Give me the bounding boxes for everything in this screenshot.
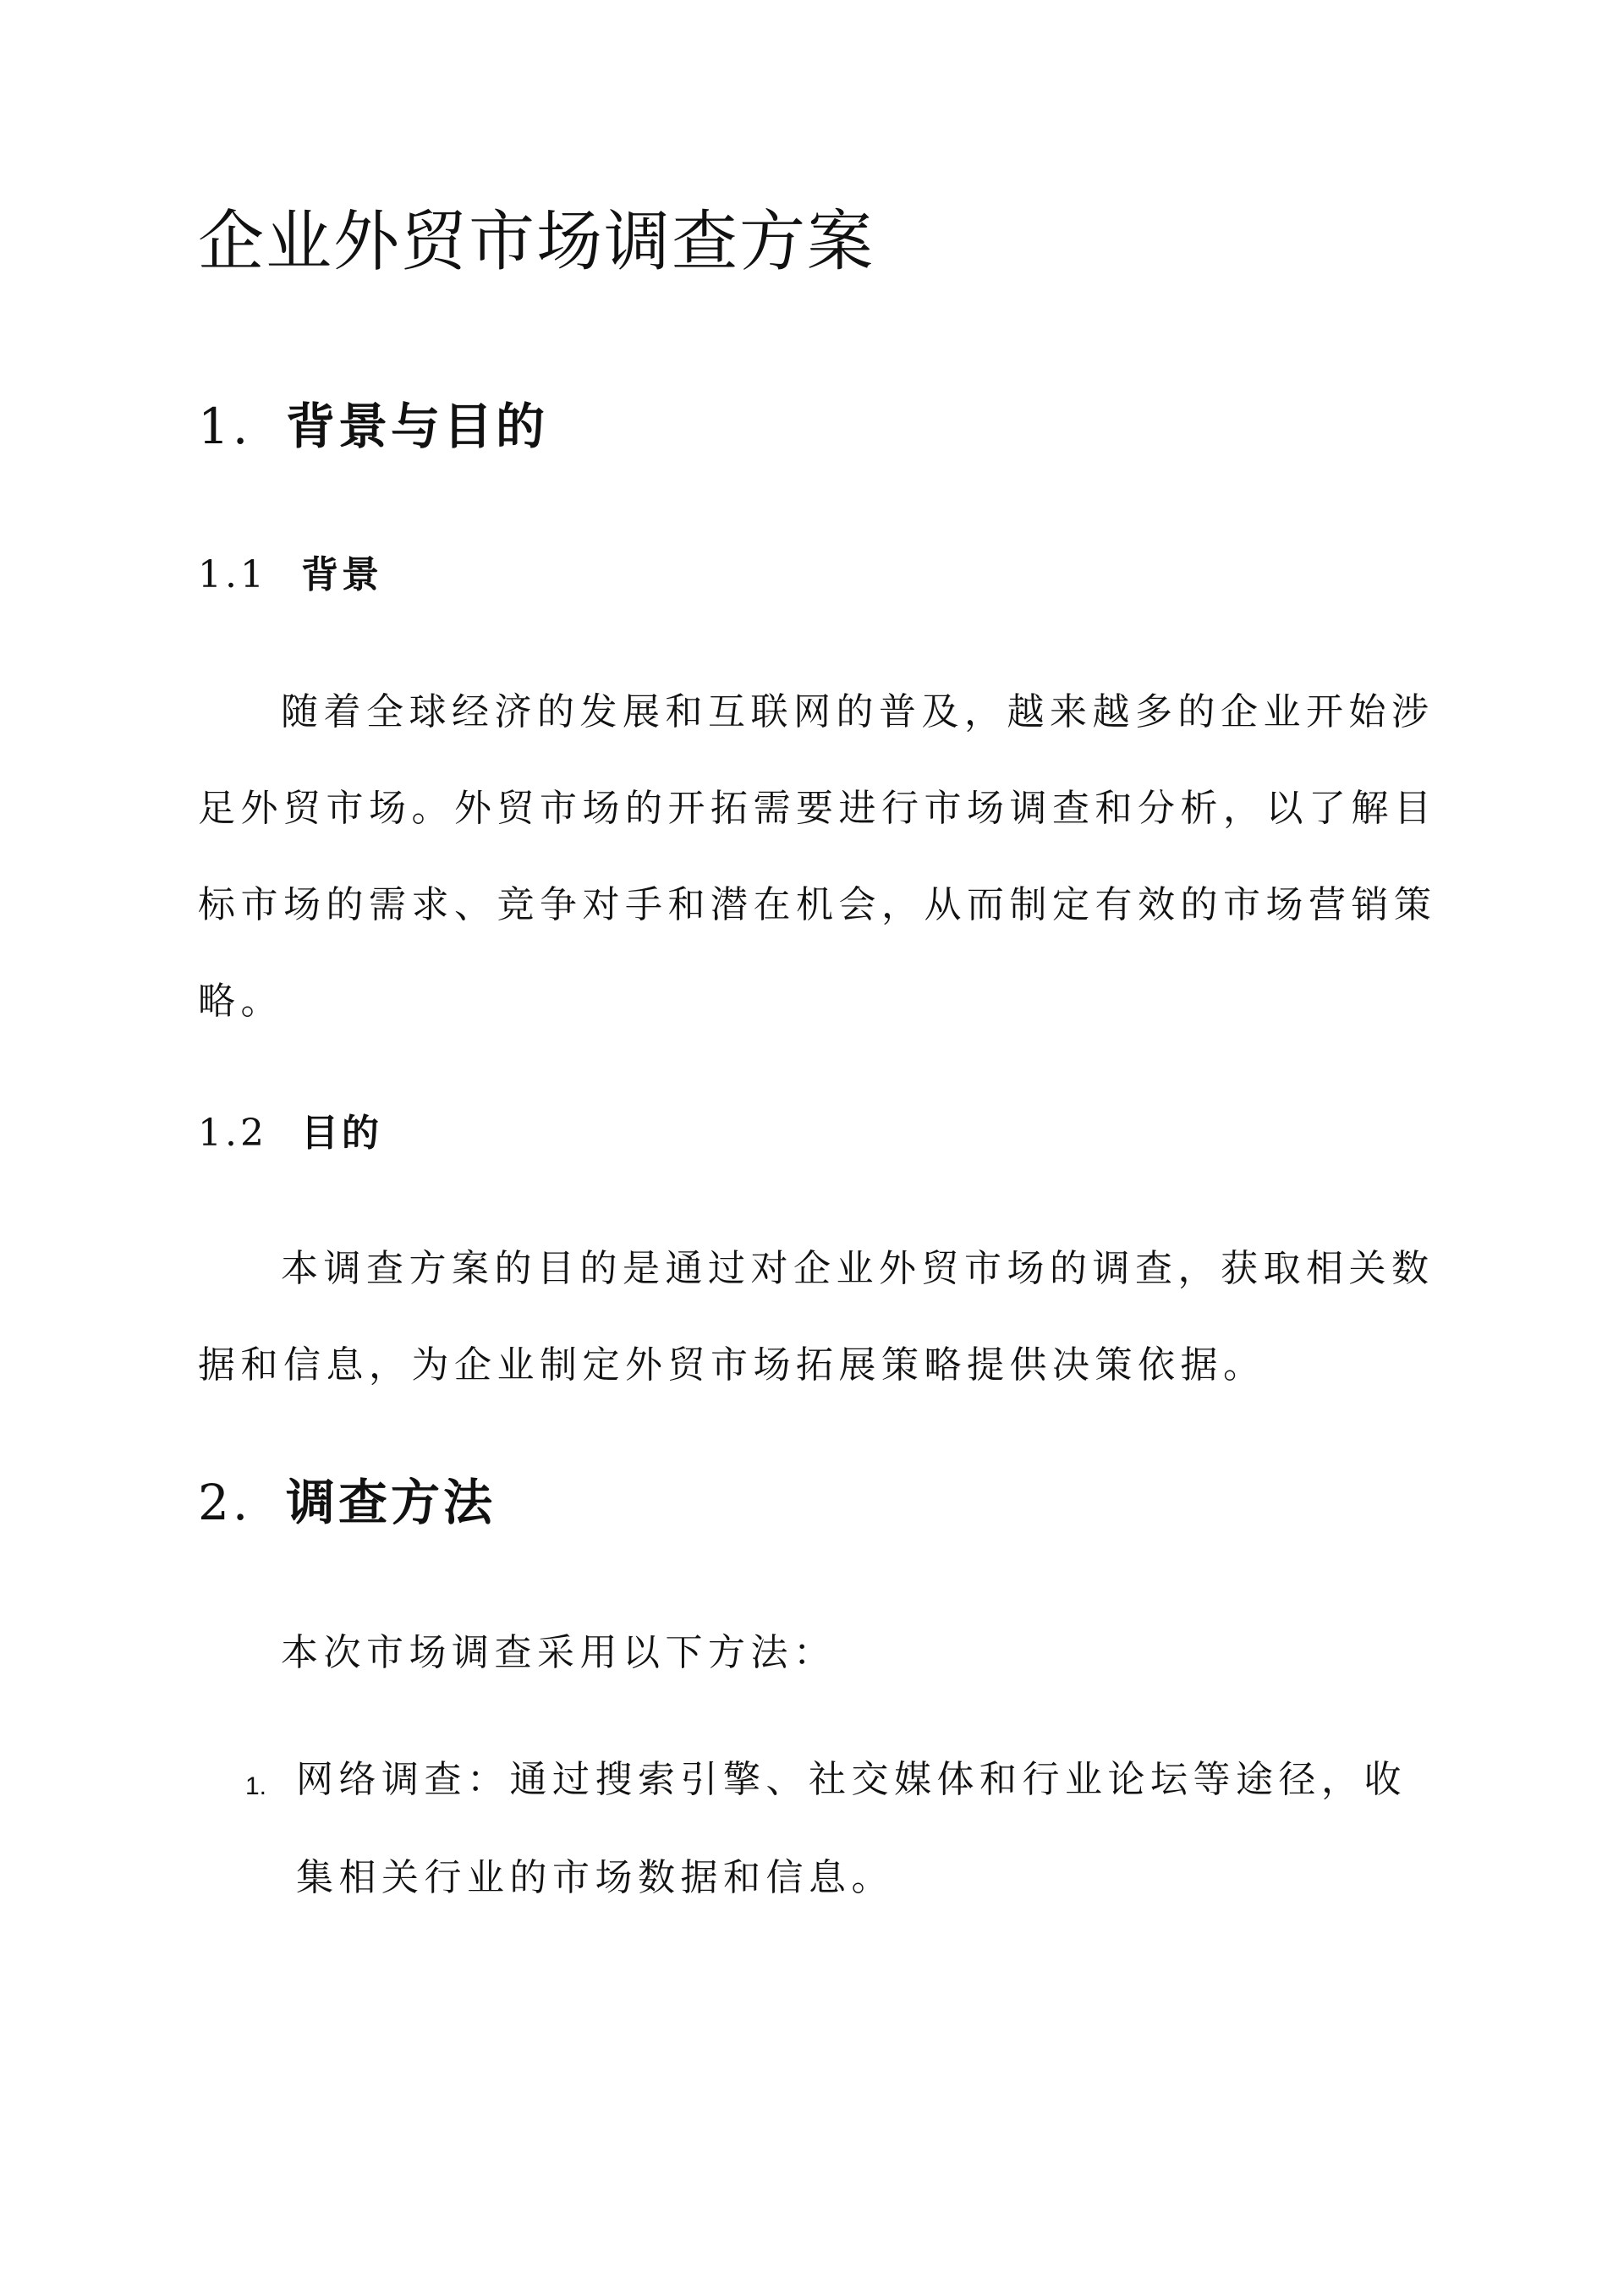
subsection-heading-background [198,550,382,601]
section-heading-background-purpose [198,393,548,460]
paragraph-line: 足外贸市场。外贸市场的开拓需要进行市场调查和分析，以了解目 [198,787,1437,830]
section-heading-survey-methods [198,1469,496,1536]
section-title: 背景与目的 [286,398,549,455]
section-title: 调查方法 [286,1474,497,1531]
paragraph-line: 标市场的需求、竞争对手和潜在机会，从而制定有效的市场营销策 [198,883,1437,926]
paragraph-line: 略。 [198,980,283,1023]
subsection-title: 目的 [301,1112,382,1155]
paragraph-line: 本调查方案的目的是通过对企业外贸市场的调查，获取相关数 [281,1247,1435,1290]
paragraph-line: 随着全球经济的发展和互联网的普及，越来越多的企业开始涉 [281,690,1435,733]
list-item-number: 1. [245,1772,267,1800]
section-number: 1. [198,398,252,455]
list-item-line: 集相关行业的市场数据和信息。 [296,1856,894,1899]
document-title: 企业外贸市场调查方案 [198,204,875,280]
list-item-line: 网络调查：通过搜索引擎、社交媒体和行业论坛等途径，收 [296,1758,1407,1801]
subsection-number: 1.2 [198,1112,267,1155]
paragraph-line: 据和信息，为企业制定外贸市场拓展策略提供决策依据。 [198,1343,1266,1387]
section-number: 2. [198,1474,252,1531]
subsection-title: 背景 [301,553,382,596]
subsection-heading-purpose [198,1108,382,1159]
methods-intro: 本次市场调查采用以下方法： [281,1631,837,1674]
subsection-number: 1.1 [198,553,267,596]
